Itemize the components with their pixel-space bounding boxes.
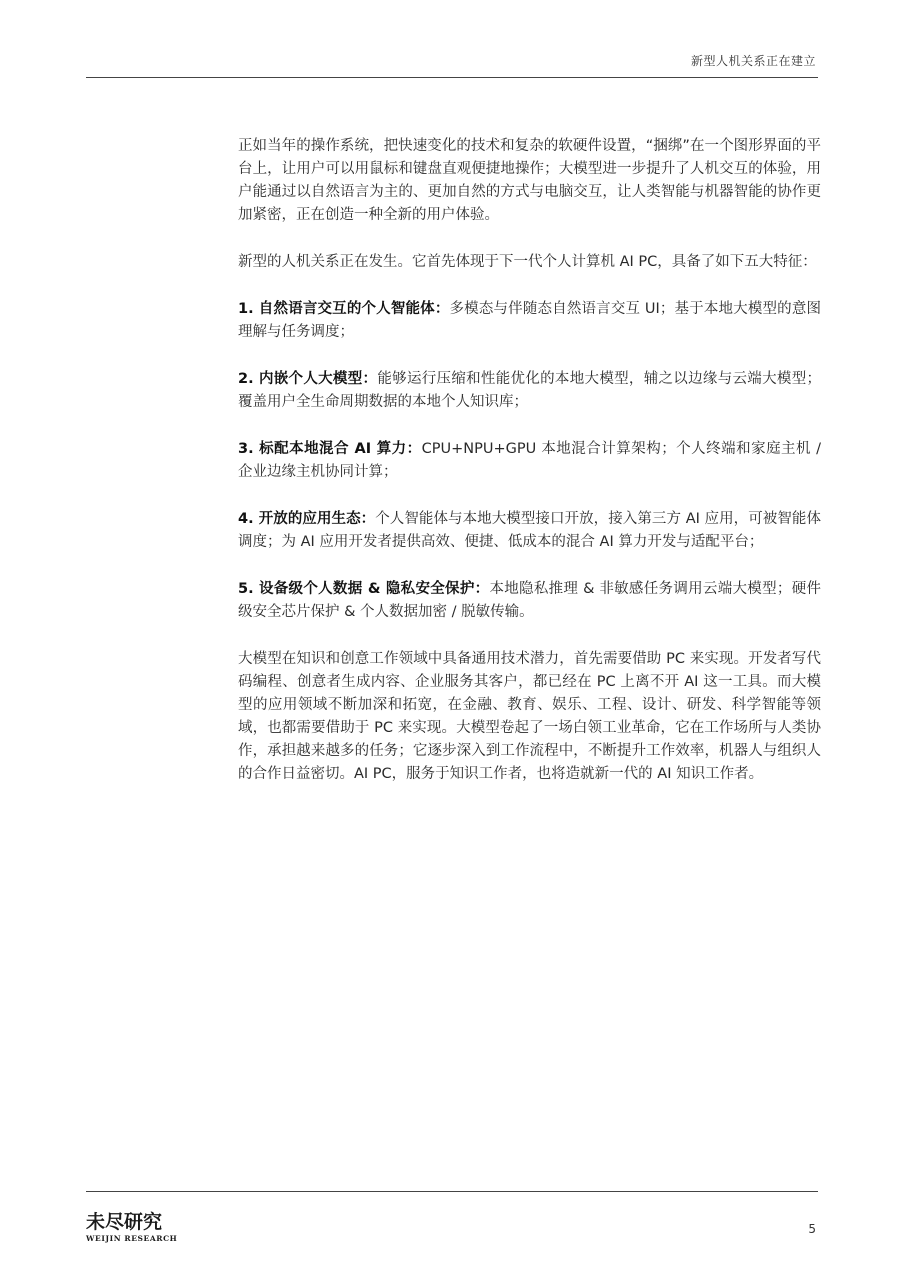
feature-item-4: [238, 508, 821, 554]
feature-text: 本地隐私推理 & 非敏感任务调用云端大模型；硬件级安全芯片保护 & 个人数据加密 / 脱敏传输。: [238, 581, 821, 620]
features-lead-paragraph: 新型的人机关系正在发生。它首先体现于下一代个人计算机 AI PC，具备了如下五大特征：: [238, 254, 817, 270]
feature-text: 个人智能体与本地大模型接口开放，接入第三方 AI 应用，可被智能体调度；为 AI 应用开发者提供高效、便捷、低成本的混合 AI 算力开发与适配平台；: [238, 511, 821, 550]
feature-title: 1. 自然语言交互的个人智能体：: [238, 301, 450, 317]
feature-item-5: [238, 578, 821, 624]
feature-item-2: [238, 368, 821, 414]
header-divider: [86, 77, 818, 78]
main-content: [238, 135, 821, 810]
feature-title: 5. 设备级个人数据 & 隐私安全保护：: [238, 581, 490, 597]
closing-paragraph: 大模型在知识和创意工作领域中具备通用技术潜力，首先需要借助 PC 来实现。开发者写代码编程、创意者生成内容、企业服务其客户，都已经在 PC 上离不开 AI 这一工具。而大模型的应用领域不断加深和拓宽，在金融、教育、娱乐、工程、设计、研发、科学智能等领域，也都需要借助于 PC 来实现。大模型卷起了一场白领工业革命，它在工作场所与人类协作，承担越来越多的任务；它逐步深入到工作流程中，不断提升工作效率，机器人与组织人的合作日益密切。AI PC，服务于知识工作者，也将造就新一代的 AI 知识工作者。: [238, 651, 821, 782]
feature-title: 3. 标配本地混合 AI 算力：: [238, 441, 422, 457]
footer-divider: [86, 1191, 818, 1192]
intro-paragraph: 正如当年的操作系统，把快速变化的技术和复杂的软硬件设置，“捆绑”在一个图形界面的平台上，让用户可以用鼠标和键盘直观便捷地操作；大模型进一步提升了人机交互的体验，用户能通过以自然语言为主的、更加自然的方式与电脑交互，让人类智能与机器智能的协作更加紧密，正在创造一种全新的用户体验。: [238, 138, 821, 223]
feature-item-1: [238, 298, 821, 344]
weijin-research-logo: [86, 1212, 196, 1243]
feature-text: 能够运行压缩和性能优化的本地大模型，辅之以边缘与云端大模型；覆盖用户全生命周期数据的本地个人知识库；: [238, 371, 821, 410]
page-number: 5: [808, 1222, 816, 1236]
feature-text: 多模态与伴随态自然语言交互 UI；基于本地大模型的意图理解与任务调度；: [238, 301, 821, 340]
logo-chinese-wordmark: 未尽研究: [86, 1211, 163, 1233]
feature-text: CPU+NPU+GPU 本地混合计算架构；个人终端和家庭主机 / 企业边缘主机协同计算；: [238, 441, 821, 480]
feature-title: 2. 内嵌个人大模型：: [238, 371, 378, 387]
running-header-title: 新型人机关系正在建立: [690, 54, 816, 68]
feature-item-3: [238, 438, 821, 484]
logo-english-wordmark: WEIJIN RESEARCH: [86, 1234, 178, 1243]
feature-title: 4. 开放的应用生态：: [238, 511, 376, 527]
